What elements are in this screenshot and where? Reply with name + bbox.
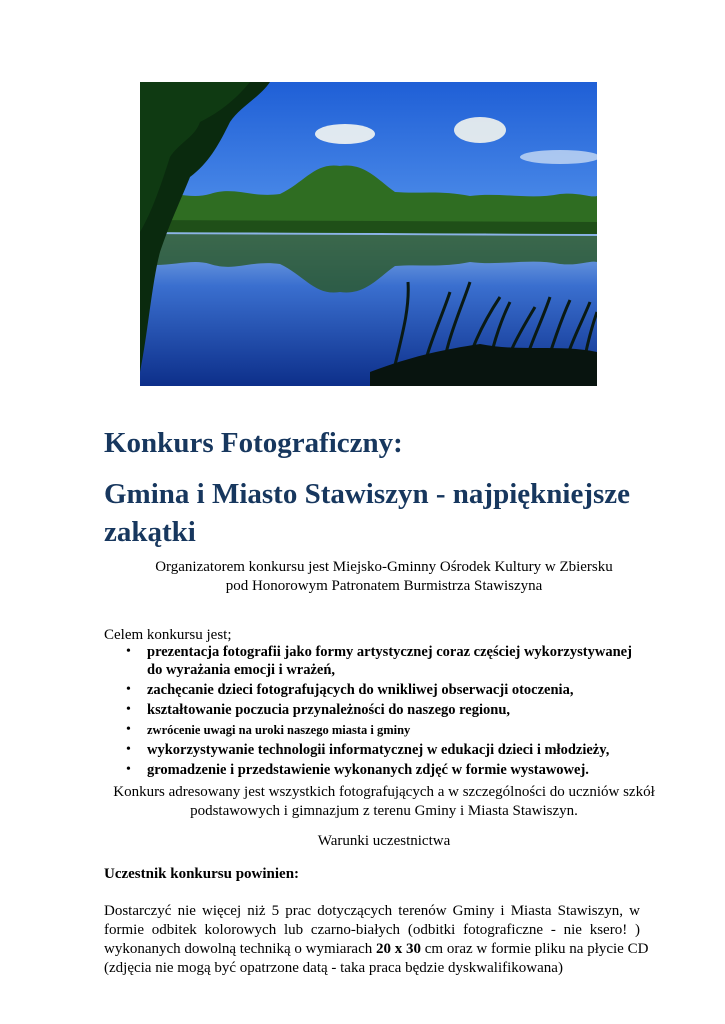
dimensions-value: 20 x 30 bbox=[376, 941, 421, 957]
goal-text: kształtowanie poczucia przynależności do naszego regionu, bbox=[147, 702, 511, 718]
bullet-icon: • bbox=[126, 682, 131, 697]
rule-text: wykonanych dowolną techniką o wymiarach bbox=[104, 941, 376, 957]
goals-intro: Celem konkursu jest; bbox=[104, 627, 232, 643]
list-item bbox=[104, 721, 644, 739]
list-item bbox=[104, 761, 644, 779]
participant-rules bbox=[104, 902, 649, 978]
conditions-heading: Warunki uczestnictwa bbox=[317, 833, 451, 849]
goal-text: zwrócenie uwagi na uroki naszego miasta i gminy bbox=[147, 723, 411, 737]
rule-line: formie odbitek kolorowych lub czarno-białych (odbitki fotograficzne - nie ksero! ) bbox=[104, 922, 640, 938]
audience-line: podstawowych i gimnazjum z terenu Gminy i Miasta Stawiszyn. bbox=[190, 803, 578, 819]
bullet-icon: • bbox=[126, 644, 131, 659]
page-title: Konkurs Fotograficzny: bbox=[104, 427, 403, 459]
audience-note bbox=[104, 783, 664, 821]
list-item bbox=[104, 741, 644, 759]
goal-text: prezentacja fotografii jako formy artystycznej coraz częściej wykorzystywanej do wyrażania emocji i wrażeń, bbox=[147, 644, 632, 678]
list-item bbox=[104, 643, 644, 679]
page-subtitle: Gmina i Miasto Stawiszyn - najpiękniejsze zakątki bbox=[104, 478, 631, 548]
rule-line: Dostarczyć nie więcej niż 5 prac dotyczących terenów Gminy i Miasta Stawiszyn, w bbox=[104, 903, 640, 919]
goal-text: wykorzystywanie technologii informatycznej w edukacji dzieci i młodzieży, bbox=[147, 742, 610, 758]
goals-list bbox=[104, 643, 644, 781]
participant-heading: Uczestnik konkursu powinien: bbox=[104, 866, 300, 882]
bullet-icon: • bbox=[126, 762, 131, 777]
rule-line: (zdjęcia nie mogą być opatrzone datą - taka praca będzie dyskwalifikowana) bbox=[104, 960, 563, 976]
organizer-line: pod Honorowym Patronatem Burmistrza Stawiszyna bbox=[225, 578, 543, 594]
goal-text: gromadzenie i przedstawienie wykonanych zdjęć w formie wystawowej. bbox=[147, 762, 589, 778]
rule-line bbox=[104, 940, 649, 959]
bullet-icon: • bbox=[126, 742, 131, 757]
organizer-note bbox=[104, 558, 664, 596]
bullet-icon: • bbox=[126, 702, 131, 717]
lake-landscape-photo bbox=[140, 82, 597, 386]
organizer-line: Organizatorem konkursu jest Miejsko-Gminny Ośrodek Kultury w Zbiersku bbox=[155, 559, 613, 575]
audience-line: Konkurs adresowany jest wszystkich fotografujących a w szczególności do uczniów szkół bbox=[113, 784, 655, 800]
list-item bbox=[104, 681, 644, 699]
bullet-icon: • bbox=[126, 722, 131, 737]
list-item bbox=[104, 701, 644, 719]
rule-text: cm oraz w formie pliku na płycie CD bbox=[421, 941, 649, 957]
goal-text: zachęcanie dzieci fotografujących do wnikliwej obserwacji otoczenia, bbox=[147, 682, 574, 698]
